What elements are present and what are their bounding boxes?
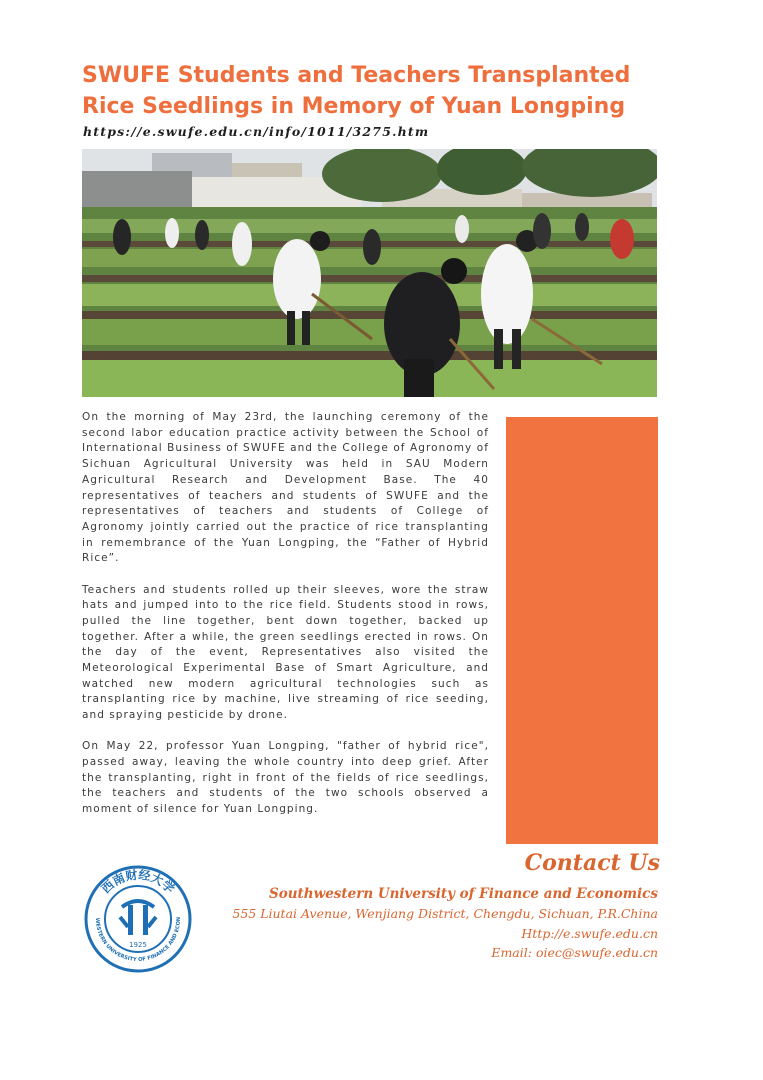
seal-year: 1925 [129,941,147,949]
address: 555 Liutai Avenue, Wenjiang District, Chengdu, Sichuan, P.R.China [232,906,658,921]
field-photo [82,149,657,397]
article-body [82,410,489,833]
website-link[interactable]: Http://e.swufe.edu.cn [521,925,658,941]
contact-info [232,884,658,963]
paragraph-1: On the morning of May 23rd, the launching ceremony of the second labor education practice activity between the School of International Business of SWUFE and the College of Agronomy of Sichuan Agricultural University was held in SAU Modern Agricultural Research and Development Base. The 40 representatives of teachers and students of SWUFE and the representatives of teachers and students of College of Agronomy jointly carried out the practice of rice transplanting in remembrance of the Yuan Longping, the “Father of Hybrid Rice”. [82,411,489,565]
seal-ring-text: WESTERN UNIVERSITY OF FINANCE AND ECON [93,916,183,964]
paragraph-3: On May 22, professor Yuan Longping, "father of hybrid rice", passed away, leaving the whole country into deep grief. After the transplanting, right in front of the fields of rice seedlings, the teachers and students of the two schools observed a moment of silence for Yuan Longping. [82,740,489,816]
article-title: SWUFE Students and Teachers Transplanted Rice Seedlings in Memory of Yuan Longping [82,63,631,119]
accent-block [506,417,658,844]
contact-heading: Contact Us [524,850,660,876]
email-link[interactable]: Email: oiec@swufe.edu.cn [491,945,658,960]
seal-chinese-text: 西南财经大学 [98,867,178,897]
article-url[interactable]: https://e.swufe.edu.cn/info/1011/3275.htm [83,124,430,139]
university-logo [84,865,192,973]
paragraph-2: Teachers and students rolled up their sleeves, wore the straw hats and jumped into to the rice field. Students stood in rows, pulled the line together, bent down together, backed up together. After a while, the green seedlings erected in rows. On the day of the event, Representatives also visited the Meteorological Experimental Base of Smart Agriculture, and watched new modern agricultural technologies such as transplanting rice by machine, live streaming of rice seeding, and spraying pesticide by drone. [82,583,489,722]
university-name: Southwestern University of Finance and Economics [268,886,658,902]
field-photo-illustration [82,149,657,397]
university-seal-icon [84,865,192,973]
